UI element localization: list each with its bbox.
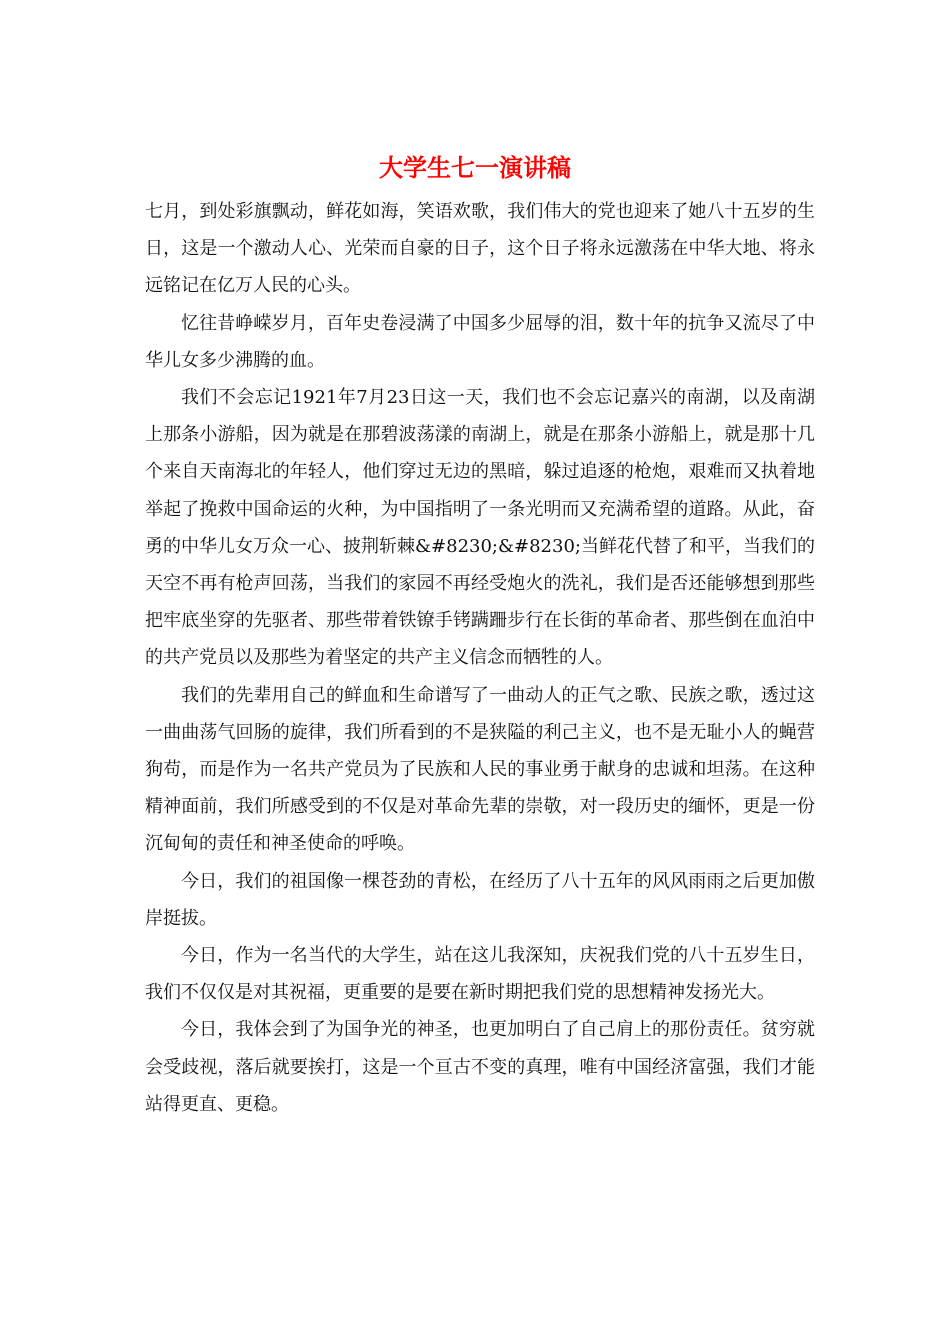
paragraph-3: 我们不会忘记1921年7月23日这一天，我们也不会忘记嘉兴的南湖，以及南湖上那条小游船，因为就是在那碧波荡漾的南湖上，就是在那条小游船上，就是那十几个来自天南海北的年轻人，他们穿过无边的黑暗，躲过追逐的枪炮，艰难而又执着地举起了挽救中国命运的火种，为中国指明了一条光明而又充满希望的道路。从此，奋勇的中华儿女万众一心、披荆斩棘&#8230;&#8230;当鲜花代替了和平，当我们的天空不再有枪声回荡，当我们的家园不再经受炮火的洗礼，我们是否还能够想到那些把牢底坐穿的先驱者、那些带着铁镣手铐蹒跚步行在长街的革命者、那些倒在血泊中的共产党员以及那些为着坚定的共产主义信念而牺牲的人。 <box>145 387 815 669</box>
paragraph-7: 今日，我体会到了为国争光的神圣，也更加明白了自己肩上的那份责任。贫穷就会受歧视，落后就要挨打，这是一个亘古不变的真理，唯有中国经济富强，我们才能站得更直、更稳。 <box>145 1019 815 1115</box>
paragraph-1: 七月，到处彩旗飘动，鲜花如海，笑语欢歌，我们伟大的党也迎来了她八十五岁的生日，这是一个激动人心、光荣而自豪的日子，这个日子将永远激荡在中华大地、将永远铭记在亿万人民的心头。 <box>145 201 815 297</box>
document-title: 大学生七一演讲稿 <box>379 153 571 182</box>
paragraph-2: 忆往昔峥嵘岁月，百年史卷浸满了中国多少屈辱的泪，数十年的抗争又流尽了中华儿女多少沸腾的血。 <box>145 312 815 371</box>
paragraph-6: 今日，作为一名当代的大学生，站在这儿我深知，庆祝我们党的八十五岁生日，我们不仅仅是对其祝福，更重要的是要在新时期把我们党的思想精神发扬光大。 <box>145 945 815 1004</box>
paragraph-4: 我们的先辈用自己的鲜血和生命谱写了一曲动人的正气之歌、民族之歌，透过这一曲曲荡气回肠的旋律，我们所看到的不是狭隘的利己主义，也不是无耻小人的蝇营狗苟，而是作为一名共产党员为了民族和人民的事业勇于献身的忠诚和坦荡。在这种精神面前，我们所感受到的不仅是对革命先辈的崇敬，对一段历史的缅怀，更是一份沉甸甸的责任和神圣使命的呼唤。 <box>145 684 815 855</box>
document-body <box>145 193 815 1123</box>
paragraph-5: 今日，我们的祖国像一棵苍劲的青松，在经历了八十五年的风风雨雨之后更加傲岸挺拔。 <box>145 870 815 929</box>
